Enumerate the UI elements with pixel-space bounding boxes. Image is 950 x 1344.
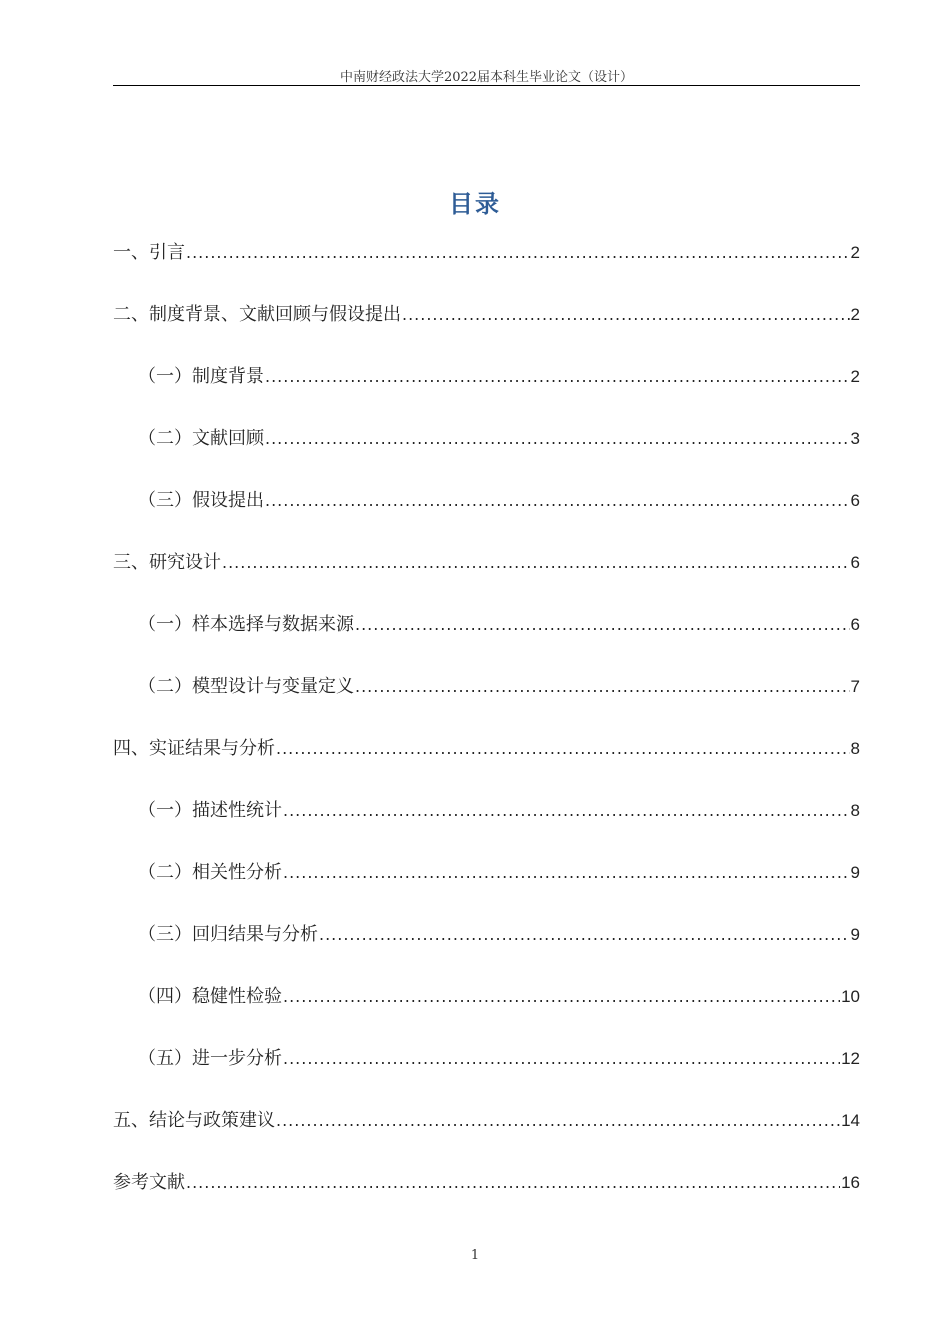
- toc-dot-leader: [186, 1166, 840, 1200]
- toc-entry[interactable]: [113, 1166, 860, 1228]
- toc-dot-leader: [186, 236, 850, 270]
- toc-entry[interactable]: [113, 360, 860, 422]
- toc-entry[interactable]: [113, 608, 860, 670]
- toc-entry-label: （四）稳健性检验: [138, 986, 282, 1007]
- toc-entry-page: 8: [850, 739, 860, 758]
- toc-entry-page: 2: [850, 367, 860, 386]
- toc-entry[interactable]: [113, 980, 860, 1042]
- page-number: 1: [470, 1248, 480, 1263]
- toc-entry-label: （二）文献回顾: [138, 428, 264, 449]
- toc-entry-page: 2: [850, 305, 860, 324]
- toc-entry[interactable]: [113, 236, 860, 298]
- toc-entry[interactable]: [113, 794, 860, 856]
- running-header: 中南财经政法大学2022届本科生毕业论文（设计）: [339, 70, 634, 85]
- toc-entry-page: 3: [850, 429, 860, 448]
- toc-entry-label: 三、研究设计: [113, 552, 221, 573]
- toc-entry[interactable]: [113, 918, 860, 980]
- toc-entry-label: （二）相关性分析: [138, 862, 282, 883]
- toc-entry[interactable]: [113, 1104, 860, 1166]
- toc-entry-page: 8: [850, 801, 860, 820]
- toc-dot-leader: [222, 546, 850, 580]
- toc-dot-leader: [265, 360, 850, 394]
- toc-entry-page: 6: [850, 491, 860, 510]
- toc-entry[interactable]: [113, 1042, 860, 1104]
- toc-entry[interactable]: [113, 732, 860, 794]
- toc-dot-leader: [265, 422, 850, 456]
- toc-dot-leader: [355, 608, 850, 642]
- toc-dot-leader: [283, 856, 850, 890]
- toc-dot-leader: [355, 670, 850, 704]
- toc-entry-label: 一、引言: [113, 242, 185, 263]
- toc-entry[interactable]: [113, 298, 860, 360]
- toc-entry[interactable]: [113, 546, 860, 608]
- toc-dot-leader: [283, 1042, 840, 1076]
- toc-entry-page: 7: [850, 677, 860, 696]
- toc-entry[interactable]: [113, 670, 860, 732]
- toc-dot-leader: [402, 298, 850, 332]
- toc-entry[interactable]: [113, 484, 860, 546]
- toc-entry-page: 2: [850, 243, 860, 262]
- table-of-contents: [113, 236, 860, 1228]
- toc-entry-label: （一）制度背景: [138, 366, 264, 387]
- toc-entry-label: （一）样本选择与数据来源: [138, 614, 354, 635]
- toc-entry-page: 10: [841, 987, 860, 1006]
- toc-dot-leader: [283, 980, 840, 1014]
- toc-entry-page: 12: [841, 1049, 860, 1068]
- toc-entry-label: （五）进一步分析: [138, 1048, 282, 1069]
- toc-entry-label: （二）模型设计与变量定义: [138, 676, 354, 697]
- toc-entry-page: 9: [850, 863, 860, 882]
- toc-entry-label: 参考文献: [113, 1172, 185, 1193]
- toc-entry-label: 五、结论与政策建议: [113, 1110, 275, 1131]
- toc-entry-page: 14: [841, 1111, 860, 1130]
- toc-entry-label: （三）回归结果与分析: [138, 924, 318, 945]
- toc-entry-label: 二、制度背景、文献回顾与假设提出: [113, 304, 401, 325]
- toc-dot-leader: [276, 732, 850, 766]
- toc-dot-leader: [283, 794, 850, 828]
- toc-entry[interactable]: [113, 856, 860, 918]
- toc-dot-leader: [265, 484, 850, 518]
- header-rule: [113, 85, 860, 86]
- toc-title: 目录: [449, 190, 501, 218]
- toc-entry-label: （一）描述性统计: [138, 800, 282, 821]
- toc-entry-page: 6: [850, 615, 860, 634]
- toc-entry-label: 四、实证结果与分析: [113, 738, 275, 759]
- toc-entry-label: （三）假设提出: [138, 490, 264, 511]
- toc-entry-page: 16: [841, 1173, 860, 1192]
- toc-entry[interactable]: [113, 422, 860, 484]
- toc-dot-leader: [276, 1104, 840, 1138]
- toc-entry-page: 6: [850, 553, 860, 572]
- toc-dot-leader: [319, 918, 850, 952]
- toc-entry-page: 9: [850, 925, 860, 944]
